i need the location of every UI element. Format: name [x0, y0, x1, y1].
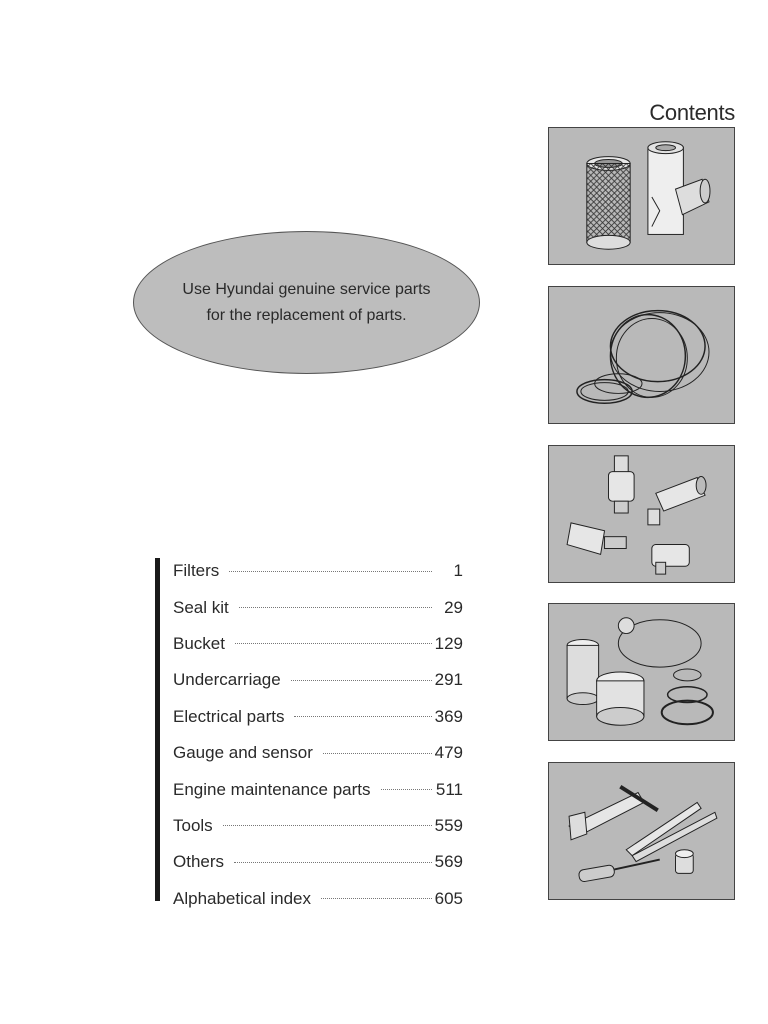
toc-entry[interactable] [173, 808, 463, 844]
table-of-contents [173, 553, 463, 917]
toc-entry[interactable] [173, 844, 463, 880]
toc-dot-leader [294, 716, 431, 717]
toc-entry-label: Filters [173, 561, 220, 581]
toc-entry[interactable] [173, 771, 463, 807]
toc-entry-page: 559 [434, 815, 463, 835]
toc-entry[interactable] [173, 553, 463, 589]
toc-entry[interactable] [173, 626, 463, 662]
toc-entry-label: Tools [173, 815, 213, 835]
page-title: Contents [649, 100, 735, 125]
toc-entry-page: 129 [434, 633, 463, 653]
toc-entry-label: Seal kit [173, 597, 229, 617]
toc-entry-page: 291 [434, 670, 463, 690]
toc-entry-page: 29 [444, 597, 463, 617]
toc-dot-leader [239, 607, 432, 608]
toc-entry[interactable] [173, 735, 463, 771]
toc-entry-page: 479 [434, 743, 463, 763]
toc-entry-page: 369 [434, 706, 463, 726]
toc-dot-leader [321, 898, 432, 899]
seal-kit-illustration [548, 286, 735, 424]
toc-entry-page: 569 [434, 852, 463, 872]
toc-entry[interactable] [173, 589, 463, 625]
piston-icon [549, 604, 734, 740]
toc-entry-label: Bucket [173, 633, 225, 653]
filters-illustration [548, 127, 735, 265]
sensor-icon [549, 446, 734, 582]
toc-dot-leader [291, 680, 432, 681]
toc-entry[interactable] [173, 881, 463, 917]
toc-dot-leader [381, 789, 432, 790]
filter-icon [549, 128, 734, 264]
toc-accent-bar [155, 558, 160, 901]
toc-entry-label: Engine maintenance parts [173, 779, 371, 799]
toc-entry-label: Electrical parts [173, 706, 285, 726]
toc-entry-label: Others [173, 852, 225, 872]
toc-entry-page: 511 [435, 779, 463, 799]
seal-ring-icon [549, 287, 734, 423]
toc-entry-page: 1 [453, 561, 463, 581]
toc-dot-leader [223, 825, 432, 826]
toc-entry-label: Alphabetical index [173, 888, 311, 908]
notice-line-1: Use Hyundai genuine service parts [182, 280, 431, 298]
sensors-illustration [548, 445, 735, 583]
toc-entry[interactable] [173, 662, 463, 698]
wrench-icon [549, 763, 734, 899]
toc-dot-leader [323, 753, 432, 754]
toc-dot-leader [229, 571, 432, 572]
toc-dot-leader [234, 862, 432, 863]
notice-line-2: for the replacement of parts. [206, 306, 407, 324]
toc-entry-label: Gauge and sensor [173, 743, 313, 763]
genuine-parts-notice [133, 231, 480, 374]
toc-entry-page: 605 [434, 888, 463, 908]
toc-entry[interactable] [173, 699, 463, 735]
toc-entry-label: Undercarriage [173, 670, 281, 690]
toc-dot-leader [235, 643, 432, 644]
engine-parts-illustration [548, 603, 735, 741]
tools-illustration [548, 762, 735, 900]
